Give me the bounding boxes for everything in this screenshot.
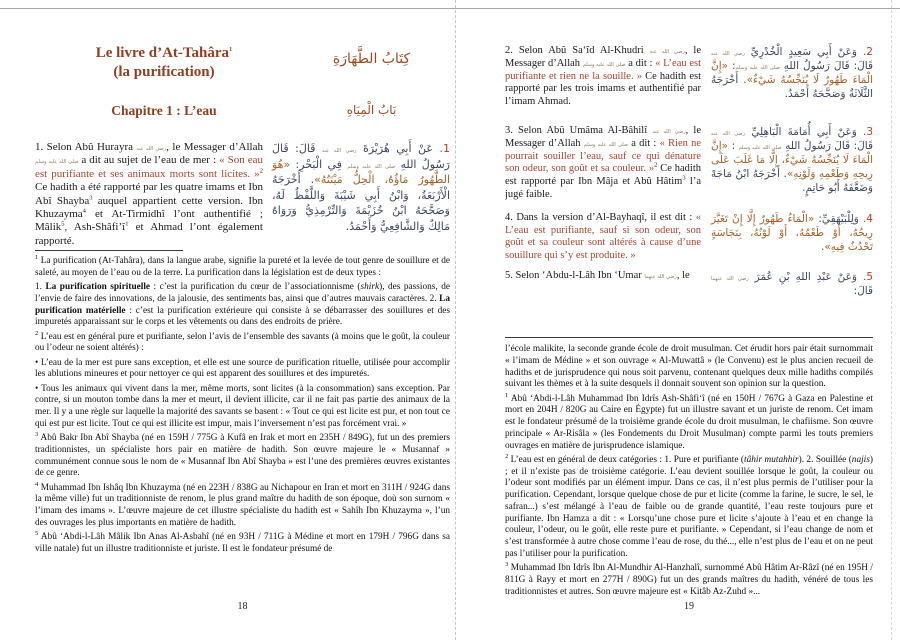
- footnote-paragraph: • Tous les animaux qui vivent dans la mer, même morts, sont licites (à la consommation) sans exception. Par contre, si un mouton tombe dans la mer et meurt, il devient illicite, car il ne fait pas partie des animaux de la mer. Il y a une règle sur laquelle la majorité des savants se basent : « Tout ce qui est licite est pur, et non tout ce qui est pur est licite. Tout ce qui est illicite est impur, mais l’inversement n’est pas forcément vrai. »: [35, 383, 450, 429]
- footnote-paragraph: $^1$ La purification (At-Tahâra), dans la langue arabe, signifie la pureté et la levée de tout genre de souillure et de saleté, au moyen de l’eau ou de la terre. La purification dans la législation est de deux types :: [35, 253, 450, 278]
- hadith-5-arabic: 5. وَعَنْ عَبْدِ اللهِ بْنِ عُمَرَ رضي الله عنهما قَالَ:: [711, 270, 873, 297]
- chapter-row: [35, 82, 450, 119]
- footnote-continuation-separator: [505, 337, 873, 338]
- footnote-paragraph: $^5$ Abû ‘Abdi-l-Lâh Mâlik Ibn Anas Al-Asbahî (né en 93H / 711G à Médine et mort en 179H / 796G dans sa ville natale) fut un illustre traditionniste et juriste. Il est le fondateur présumé de: [35, 529, 450, 554]
- right-page-body: [505, 0, 873, 334]
- footnote-paragraph: $^3$ Abû Bakr Ibn Abî Shayba (né en 159H / 775G à Kufâ en Irak et mort en 235H / 849G), fut un des premiers traditionnistes, un spécialiste hors pair en matière de hadith. Son œuvre majeure le « Musannaf » communément connue sous le nom de « Musannaf Ibn Abî Shayba » est l’une des premières œuvres existantes de ce genre.: [35, 430, 450, 479]
- footnotes-left: [35, 253, 450, 558]
- footnote-paragraph: • L’eau de la mer est pure sans exception, et elle est une source de purification rituelle, utilisée pour accomplir les ablutions mineures et pour nettoyer ce qui est apparent des souillures et des impuretés.: [35, 357, 450, 380]
- hadith-1-arabic: 1. عَنْ أَبِي هُرَيْرَةَ رضي الله عنه قَالَ: قَالَ رَسُولُ اللهِ صلى الله عليه وسلم فِي الْبَحْرِ: «هُوَ الطَّهُورُ مَاؤُهُ، الْحِلُّ مَيْتَتُهُ». أَخْرَجَهُ الْأَرْبَعَةُ، وَابْنُ أَبِي شَيْبَةَ وَاللَّفْظُ لَهُ، وَصَحَّحَهُ ابْنُ خُزَيْمَةَ وَالتِّرْمِذِيُّ وَرَوَاهُ مَالِكٌ وَالشَّافِعِيُّ وَأَحْمَدُ.: [272, 142, 450, 233]
- hadith-1: [35, 119, 450, 246]
- hadith-5-french: 5. Selon ‘Abdu-l-Lâh Ibn ‘Umar رضي الله عنهما, le: [505, 269, 690, 281]
- hadith-3-arabic: 3. وَعَنْ أَبِي أُمَامَةَ الْبَاهِلِيِّ رضي الله عنه قَالَ: قَالَ رَسُولُ اللهِ صلى الله عليه وسلم : «إِنَّ الْمَاءَ لَا يُنَجِّسُهُ شَيْءٌ، إِلَّا مَا غَلَبَ عَلَى رِيحِهِ وَطَعْمِهِ وَلَوْنِهِ». أَخْرَجَهُ ابْنُ مَاجَهْ وَضَعَّفَهُ أَبُو حَاتِمٍ.: [711, 125, 873, 194]
- hadith-4-french: 4. Dans la version d’Al-Bayhaqî, il est dit : « L’eau est purifiante, sauf si son odeur, son goût et sa couleur sont altérés à cause d’une souillure qui s’y est produite. »: [505, 211, 701, 262]
- page-right-edge: [891, 0, 892, 640]
- hadith-2: [505, 0, 873, 109]
- footnote-paragraph: $^3$ Muhammad Ibn Idrîs Ibn Al-Mundhir Al-Hanzhalî, surnommé Abû Hâtim Ar-Râzî (né en 195H / 811G à Rayy et mort en 277H / 890G) fut un des grands maîtres du hadith, vénéré de tous les traditionnistes et autres. Son œuvre majeure est « Kitâb Az-Zuhd »...: [505, 560, 873, 597]
- footnote-continuation: l’école malikite, la seconde grande école de droit musulman. Cet érudit hors pair était surnommait « l’imam de Médine » et son ouvrage « Al-Muwattâ » (le Convenu) est le plus ancien recueil de hadiths et de jurisprudence qui nous soit parvenu, contenant quelques deux mille hadiths compilés suivant les thèmes et à la suite desquels il donnait souvent son opinion sur la question.: [505, 344, 873, 390]
- book-title-arabic: كِتَابُ الطَّهَارَةِ: [332, 51, 411, 67]
- hadith-2-arabic: 2. وَعَنْ أَبِي سَعِيدٍ الْخُدْرِيِّ رضي الله عنه قَالَ: قَالَ رَسُولُ اللهِ صلى الله عليه وسلم: «إِنَّ الْمَاءَ طَهُورٌ لَا يُنَجِّسُهُ شَيْءٌ». أَخْرَجَهُ الثَّلَاثَةُ وَصَحَّحَهُ أَحْمَدُ.: [711, 46, 873, 100]
- hadith-1-french: 1. Selon Abû Hurayra رضي الله عنه, le Messager d’Allah صلى الله عليه وسلم a dit au sujet de l’eau de mer : « Son eau est purifiante et ses animaux morts sont licites. »$^2$ Ce hadith a été rapporté par les quatre imams et Ibn Abî Shayba$^3$ auquel appartient cette version. Ibn Khuzayma$^4$ et At-Tirmidhî l’ont authentifié ; Mâlik$^5$, Ash-$Shâfi’î^1$ et Ahmad l’ont également rapporté.: [35, 141, 264, 246]
- footnote-paragraph: $^2$ L’eau est en général de deux catégories : 1. Pure et purifiante (tâhir mutahhir). 2. Souillée (najis) ; et il n’existe pas de troisième catégorie. L’eau devient souillée lorsque le goût, la couleur ou l’odeur sont modifiés par un élément impur. Dans ce cas, il n’est plus permis de l’utiliser pour la purification. Cependant, lorsque quelque chose de pur et licite (comme la farine, le sucre, le sel, le safran...) s’est mélangé à l’eau de faible ou de grande quantité, l’eau reste toujours pure et purifiante. Ibn Hamza a dit : « Lorsqu’une chose pure et licite s’ajoute à l’eau et en change la couleur, l’odeur, ou le goût, elle reste pure et purifiante. » Cependant, si l’eau change de nom et s’est transformée à autre chose comme l’eau de rose, du thé..., elle n’est plus de l’eau et on ne peut pas l’utiliser pour la purification.: [505, 452, 873, 559]
- hadith-4-arabic: 4. وَلِلْبَيْهَقِيِّ: «الْمَاءُ طَهُورٌ إِلَّا إِنْ تَغَيَّرَ رِيحُهُ، أَوْ طَعْمُهُ، أَوْ لَوْنُهُ، بِنَجَاسَةٍ تَحْدُثُ فِيهِ».: [711, 212, 873, 253]
- book-title-line2: (la purification): [113, 64, 215, 80]
- hadith-4: [505, 212, 873, 263]
- footnote-paragraph: $^1$ Abû ‘Abdi-l-Lâh Muhammad Ibn Idrîs Ash-Shâfi‘î (né en 150H / 767G à Gaza en Palestine et mort en 204H / 820G au Caire en Égypte) fut un illustre savant et un juriste de renom. Cet imam est le fondateur présumé de la troisième grande école du droit musulman, le chafiisme. Son œuvre principale « Ar-Risâla » (les Fondements du Droit Musulman) compte parmi les touts premiers ouvrages en matière de jurisprudence islamique.: [505, 391, 873, 451]
- book-title-french: [35, 44, 293, 82]
- chapter-title-arabic: بَابُ الْمِيَاهِ: [346, 103, 397, 117]
- footnotes-right: [505, 344, 873, 601]
- page-number-right: 19: [684, 601, 694, 612]
- left-page: [35, 0, 450, 640]
- hadith-2-french: 2. Selon Abû Sa‘îd Al-Khudri رضي الله عنه, le Messager d’Allah صلى الله عليه وسلم a dit : « L’eau est purifiante et rien ne la souille. » Ce hadith est rapporté par les trois imams et authentifié par l’imam Ahmad.: [505, 45, 702, 108]
- footnote-separator: [35, 250, 183, 251]
- footnote-paragraph: $^4$ Muhammad Ibn Ishâq Ibn Khuzayma (né en 223H / 838G au Nichapour en Iran et mort en 311H / 924G dans la même ville) fut un traditionniste de renom, le plus grand maître du hadith de son époque, doù son surnom « l’imam des imams ». L’œuvre majeure de cet illustre spécialiste du hadith est « Sahîh Ibn Khuzayma », l’un des ouvrages les plus importants en matière de hadith.: [35, 480, 450, 528]
- footnote-paragraph: $^2$ L’eau est en général pure et purifiante, selon l’avis de l’ensemble des savants (à moins que le goût, la couleur ou l’odeur ne soient altérés) :: [35, 329, 450, 354]
- page-number-left: 18: [237, 601, 248, 612]
- hadith-5: [505, 270, 873, 298]
- footnote-paragraph: 1. La purification spirituelle : c’est la purification du cœur de l’associationnisme (shirk), des passions, de l’envie de faire des innovations, de la jalousie, des sentiments bas, ainsi que d’autres mauvais caractères. 2. La purification matérielle : c’est la purification extérieure qui consiste à se débarrasser des souillures et des impuretés apparaissant sur le corps et les vêtements ou dans des endroits de prière.: [35, 282, 450, 328]
- book-title-line1: Le livre d’At-Tahâra$^1$: [95, 45, 233, 61]
- title-row: [35, 0, 450, 82]
- page-divider: [455, 0, 456, 640]
- right-page: [505, 0, 873, 640]
- hadith-3: [505, 125, 873, 202]
- chapter-title-french: Chapitre 1 : L’eau: [111, 103, 217, 118]
- left-page-body: [35, 0, 450, 246]
- hadith-3-french: 3. Selon Abû Umâma Al-Bâhilî رضي الله عنه, le Messager d’Allah صلى الله عليه وسلم a dit : « Rien ne pourrait souiller l’eau, sauf ce qui dénature son odeur, son goût et sa couleur. »$^2$ Ce hadith est rapporté par Ibn Mâja et Abû Hâtim$^3$ l’a jugé faible.: [505, 124, 702, 200]
